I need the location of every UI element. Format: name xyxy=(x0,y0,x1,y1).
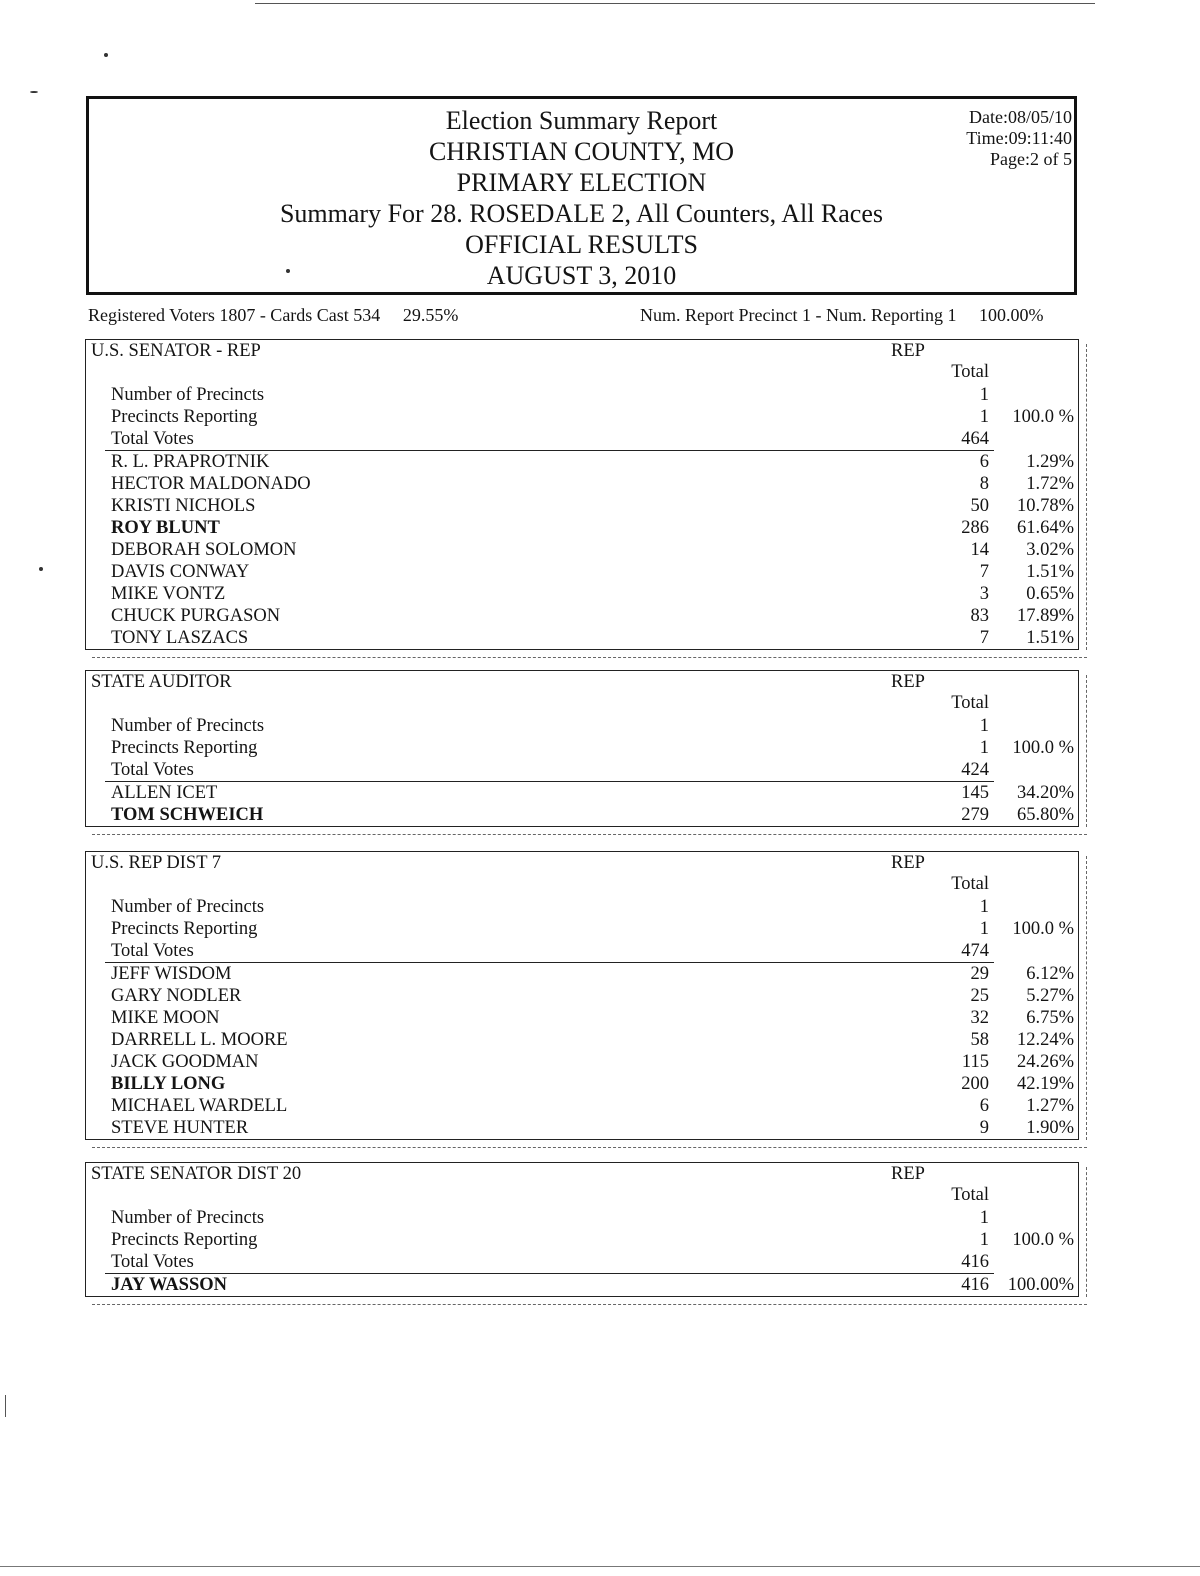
candidate-votes: 3 xyxy=(979,584,989,604)
scan-shadow xyxy=(1086,675,1087,827)
row-value: 1 xyxy=(979,738,989,758)
candidate-row xyxy=(86,804,1078,826)
row-value: 1 xyxy=(979,1230,989,1250)
candidate-votes: 115 xyxy=(961,1052,989,1072)
candidate-name: DAVIS CONWAY xyxy=(111,562,250,582)
candidate-name: STEVE HUNTER xyxy=(111,1118,249,1138)
candidate-percent: 1.51% xyxy=(1026,628,1074,648)
row-percent: 100.0 % xyxy=(1012,919,1074,939)
row-value: 1 xyxy=(979,716,989,736)
row-label: Number of Precincts xyxy=(111,1208,265,1228)
candidate-votes: 279 xyxy=(961,805,989,825)
candidate-percent: 10.78% xyxy=(1016,496,1074,516)
total-votes-row xyxy=(86,1251,1078,1273)
candidate-percent: 24.26% xyxy=(1016,1052,1074,1072)
candidate-votes: 29 xyxy=(970,964,989,984)
candidate-name: DARRELL L. MOORE xyxy=(111,1030,288,1050)
scan-speck xyxy=(39,567,43,571)
candidate-name: JACK GOODMAN xyxy=(111,1052,259,1072)
scan-shadow xyxy=(1086,856,1087,1140)
race-box xyxy=(85,1162,1079,1297)
candidate-row xyxy=(86,985,1078,1007)
candidate-percent: 34.20% xyxy=(1016,783,1074,803)
candidate-row xyxy=(86,605,1078,627)
candidate-name: MIKE MOON xyxy=(111,1008,220,1028)
candidate-percent: 6.75% xyxy=(1026,1008,1074,1028)
race-title: U.S. SENATOR - REP xyxy=(91,341,261,361)
page-number: Page:2 of 5 xyxy=(990,149,1072,169)
candidate-percent: 1.90% xyxy=(1026,1118,1074,1138)
row-value: 474 xyxy=(961,941,989,961)
scan-shadow xyxy=(1086,344,1087,650)
candidate-row xyxy=(86,1274,1078,1296)
total-column-label: Total xyxy=(951,362,989,382)
candidate-percent: 5.27% xyxy=(1026,986,1074,1006)
candidate-row xyxy=(86,627,1078,649)
candidate-votes: 7 xyxy=(979,628,989,648)
candidate-name: ALLEN ICET xyxy=(111,783,218,803)
row-label: Precincts Reporting xyxy=(111,919,258,939)
candidate-row xyxy=(86,963,1078,985)
candidate-name: HECTOR MALDONADO xyxy=(111,474,311,494)
candidate-votes: 416 xyxy=(961,1275,989,1295)
report-title: Election Summary Report xyxy=(445,106,718,135)
row-value: 464 xyxy=(961,429,989,449)
row-label: Precincts Reporting xyxy=(111,407,258,427)
candidate-votes: 14 xyxy=(970,540,989,560)
candidate-name: CHUCK PURGASON xyxy=(111,606,281,626)
candidate-row xyxy=(86,1007,1078,1029)
candidate-name: BILLY LONG xyxy=(111,1074,226,1094)
row-percent: 100.0 % xyxy=(1012,738,1074,758)
candidate-row xyxy=(86,1073,1078,1095)
num-precincts-row xyxy=(86,715,1078,737)
total-votes-row xyxy=(86,940,1078,962)
row-value: 416 xyxy=(961,1252,989,1272)
race-box xyxy=(85,339,1079,650)
race-box xyxy=(85,851,1079,1140)
total-votes-row xyxy=(86,759,1078,781)
candidate-name: DEBORAH SOLOMON xyxy=(111,540,297,560)
precincts-reporting-row xyxy=(86,406,1078,428)
candidate-percent: 1.72% xyxy=(1026,474,1074,494)
race-party: REP xyxy=(891,853,925,873)
candidate-name: TONY LASZACS xyxy=(111,628,249,648)
candidate-votes: 50 xyxy=(970,496,989,516)
race-title: U.S. REP DIST 7 xyxy=(91,853,222,873)
candidate-percent: 0.65% xyxy=(1026,584,1074,604)
race-box xyxy=(85,670,1079,827)
row-value: 1 xyxy=(979,919,989,939)
report-title-block xyxy=(89,105,1074,291)
candidate-percent: 1.27% xyxy=(1026,1096,1074,1116)
candidate-row xyxy=(86,782,1078,804)
candidate-name: TOM SCHWEICH xyxy=(111,805,264,825)
candidate-percent: 17.89% xyxy=(1016,606,1074,626)
candidate-votes: 9 xyxy=(979,1118,989,1138)
voter-summary xyxy=(88,305,458,326)
num-precincts-row xyxy=(86,896,1078,918)
candidate-votes: 83 xyxy=(970,606,989,626)
report-time: Time:09:11:40 xyxy=(966,128,1072,148)
candidate-percent: 42.19% xyxy=(1016,1074,1074,1094)
row-label: Total Votes xyxy=(111,941,194,961)
candidate-votes: 8 xyxy=(979,474,989,494)
total-column-label: Total xyxy=(951,1185,989,1205)
candidate-row xyxy=(86,1117,1078,1139)
election-type: PRIMARY ELECTION xyxy=(456,168,707,197)
candidate-votes: 58 xyxy=(970,1030,989,1050)
candidate-row xyxy=(86,561,1078,583)
turnout-percent: 29.55% xyxy=(402,305,459,325)
county-name: CHRISTIAN COUNTY, MO xyxy=(428,137,735,166)
race-header xyxy=(86,671,1078,715)
row-label: Precincts Reporting xyxy=(111,738,258,758)
candidate-row xyxy=(86,539,1078,561)
candidate-percent: 100.00% xyxy=(1007,1275,1074,1295)
row-label: Precincts Reporting xyxy=(111,1230,258,1250)
candidate-votes: 200 xyxy=(961,1074,989,1094)
candidate-row xyxy=(86,495,1078,517)
scan-shadow xyxy=(92,657,1087,658)
row-label: Number of Precincts xyxy=(111,385,265,405)
candidate-votes: 286 xyxy=(961,518,989,538)
scan-shadow xyxy=(1086,1167,1087,1297)
scan-edge-top xyxy=(255,3,1095,4)
candidate-row xyxy=(86,583,1078,605)
race-party: REP xyxy=(891,672,925,692)
race-title: STATE AUDITOR xyxy=(91,672,232,692)
results-status: OFFICIAL RESULTS xyxy=(465,230,698,259)
candidate-row xyxy=(86,1029,1078,1051)
precincts-reporting-summary: Num. Report Precinct 1 - Num. Reporting 1 xyxy=(640,305,957,325)
row-label: Total Votes xyxy=(111,1252,194,1272)
candidate-row xyxy=(86,451,1078,473)
scan-speck xyxy=(30,91,38,93)
num-precincts-row xyxy=(86,1207,1078,1229)
row-label: Number of Precincts xyxy=(111,716,265,736)
candidate-row xyxy=(86,1051,1078,1073)
candidate-percent: 1.29% xyxy=(1026,452,1074,472)
precincts-reporting-row xyxy=(86,737,1078,759)
race-title: STATE SENATOR DIST 20 xyxy=(91,1164,302,1184)
row-label: Total Votes xyxy=(111,760,194,780)
precinct-summary xyxy=(640,305,1043,326)
candidate-votes: 7 xyxy=(979,562,989,582)
precincts-reporting-percent: 100.00% xyxy=(978,305,1044,325)
report-date: Date:08/05/10 xyxy=(969,107,1072,127)
total-column-label: Total xyxy=(951,874,989,894)
race-party: REP xyxy=(891,1164,925,1184)
registered-voters: Registered Voters 1807 - Cards Cast 534 xyxy=(88,305,381,325)
candidate-name: JEFF WISDOM xyxy=(111,964,232,984)
row-label: Number of Precincts xyxy=(111,897,265,917)
race-header xyxy=(86,1163,1078,1207)
candidate-votes: 25 xyxy=(970,986,989,1006)
candidate-name: KRISTI NICHOLS xyxy=(111,496,256,516)
total-votes-row xyxy=(86,428,1078,450)
candidate-name: MIKE VONTZ xyxy=(111,584,226,604)
candidate-percent: 65.80% xyxy=(1016,805,1074,825)
candidate-percent: 3.02% xyxy=(1026,540,1074,560)
total-column-label: Total xyxy=(951,693,989,713)
row-percent: 100.0 % xyxy=(1012,407,1074,427)
scan-edge-bottom xyxy=(0,1566,1200,1567)
candidate-percent: 6.12% xyxy=(1026,964,1074,984)
race-header xyxy=(86,340,1078,384)
report-meta xyxy=(966,107,1072,170)
scan-speck xyxy=(104,53,108,57)
candidate-percent: 1.51% xyxy=(1026,562,1074,582)
candidate-row xyxy=(86,473,1078,495)
scan-shadow xyxy=(92,834,1087,835)
candidate-percent: 12.24% xyxy=(1016,1030,1074,1050)
race-header xyxy=(86,852,1078,896)
row-value: 1 xyxy=(979,385,989,405)
candidate-votes: 6 xyxy=(979,452,989,472)
row-value: 1 xyxy=(979,897,989,917)
precincts-reporting-row xyxy=(86,1229,1078,1251)
candidate-row xyxy=(86,1095,1078,1117)
summary-scope: Summary For 28. ROSEDALE 2, All Counters, All Races xyxy=(279,199,884,228)
precincts-reporting-row xyxy=(86,918,1078,940)
row-percent: 100.0 % xyxy=(1012,1230,1074,1250)
candidate-votes: 6 xyxy=(979,1096,989,1116)
row-value: 1 xyxy=(979,407,989,427)
candidate-name: R. L. PRAPROTNIK xyxy=(111,452,270,472)
row-value: 1 xyxy=(979,1208,989,1228)
race-party: REP xyxy=(891,341,925,361)
candidate-row xyxy=(86,517,1078,539)
candidate-name: ROY BLUNT xyxy=(111,518,220,538)
report-header xyxy=(86,96,1077,295)
num-precincts-row xyxy=(86,384,1078,406)
scan-edge-left xyxy=(5,1395,6,1417)
candidate-votes: 145 xyxy=(961,783,989,803)
row-value: 424 xyxy=(961,760,989,780)
scan-shadow xyxy=(92,1147,1087,1148)
candidate-votes: 32 xyxy=(970,1008,989,1028)
candidate-percent: 61.64% xyxy=(1016,518,1074,538)
candidate-name: JAY WASSON xyxy=(111,1275,228,1295)
scan-shadow xyxy=(92,1304,1087,1305)
row-label: Total Votes xyxy=(111,429,194,449)
election-date: AUGUST 3, 2010 xyxy=(486,261,677,290)
candidate-name: MICHAEL WARDELL xyxy=(111,1096,288,1116)
candidate-name: GARY NODLER xyxy=(111,986,242,1006)
